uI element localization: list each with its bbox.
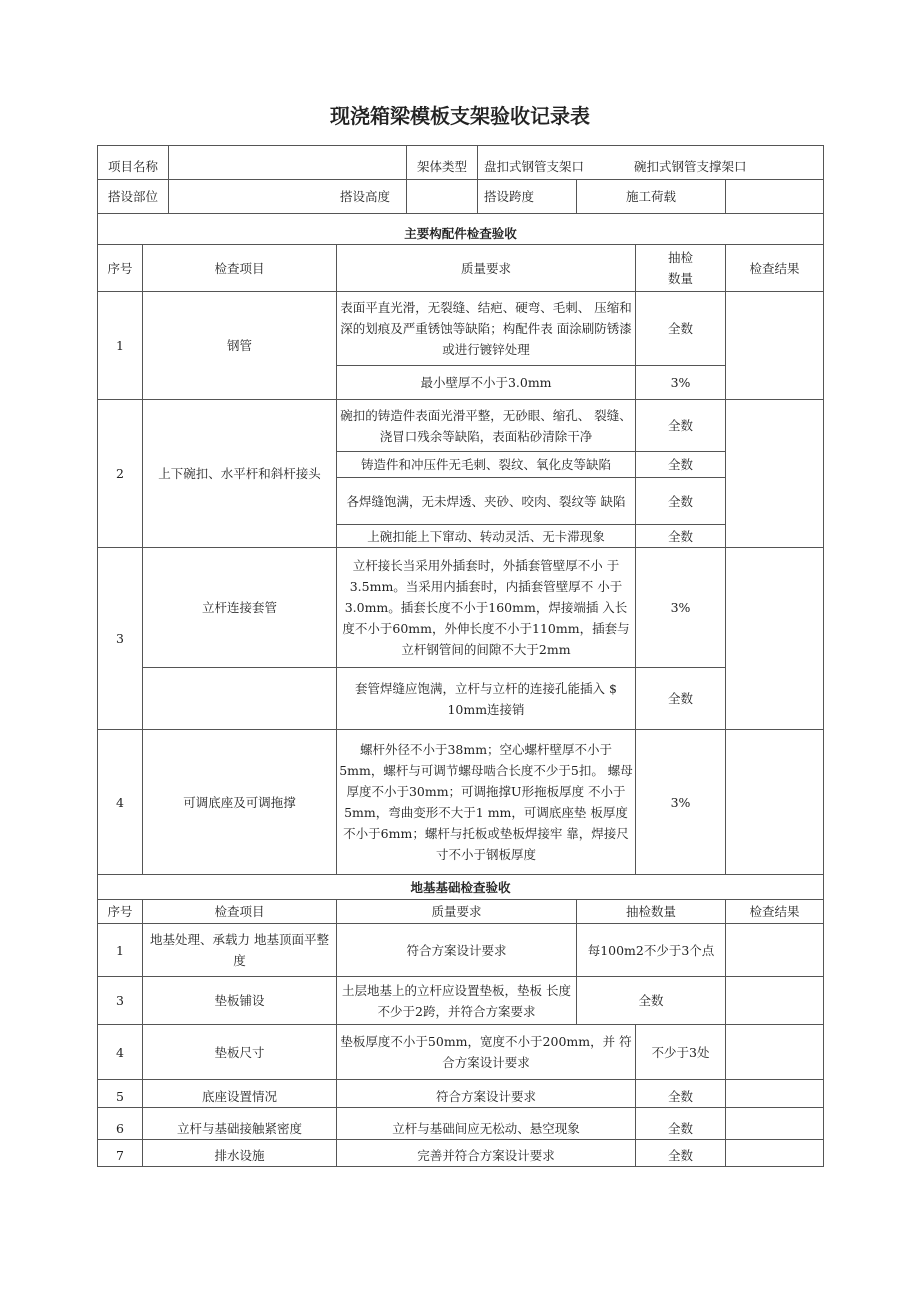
row-qty: 全数 xyxy=(635,1107,726,1140)
row-qty: 3% xyxy=(635,729,726,875)
row-item: 上下碗扣、水平杆和斜杆接头 xyxy=(142,399,337,548)
row-seq: 1 xyxy=(97,923,143,977)
header-req: 质量要求 xyxy=(336,244,636,292)
header-qty: 抽检数量 xyxy=(635,244,726,292)
row-req: 螺杆外径不小于38mm；空心螺杆壁厚不小于 5mm，螺杆与可调节螺母啮合长度不少于5扣。 螺母厚度不小于30mm；可调拖撑U形拖板厚度 不小于5mm，弯曲变形不大于1 mm，可调底座垫 板厚度不小于6mm；螺杆与托板或垫板焊接牢 靠，焊接尺寸不小于钢板厚度 xyxy=(336,729,636,875)
row-qty: 3% xyxy=(635,547,726,668)
section1-title: 主要构配件检查验收 xyxy=(97,213,824,245)
row-req: 碗扣的铸造件表面光滑平整，无砂眼、缩孔、 裂缝、浇冒口残余等缺陷，表面粘砂清除干净 xyxy=(336,399,636,452)
row-qty: 全数 xyxy=(635,451,726,478)
row-qty: 全数 xyxy=(635,1139,726,1167)
frame-type-option-2[interactable]: 碗扣式钢管支撑架口 xyxy=(634,159,747,174)
row-req: 各焊缝饱满，无未焊透、夹砂、咬肉、裂纹等 缺陷 xyxy=(336,477,636,525)
load-label: 施工荷载 xyxy=(576,179,726,214)
row-qty: 全数 xyxy=(635,524,726,548)
header-qty: 抽检数量 xyxy=(576,899,726,924)
row-item: 立杆连接套管 xyxy=(142,547,337,668)
row-seq: 4 xyxy=(97,729,143,875)
row-result[interactable] xyxy=(725,547,824,730)
row-item-empty xyxy=(142,667,337,730)
row-req: 符合方案设计要求 xyxy=(336,923,577,977)
row-result[interactable] xyxy=(725,1079,824,1108)
row-req: 立杆与基础间应无松动、悬空现象 xyxy=(336,1107,636,1140)
row-qty: 不少于3处 xyxy=(635,1024,726,1080)
row-item: 垫板铺设 xyxy=(142,976,337,1025)
row-result[interactable] xyxy=(725,291,824,400)
row-result[interactable] xyxy=(725,1139,824,1167)
row-req: 最小壁厚不小于3.0mm xyxy=(336,365,636,400)
row-req: 土层地基上的立杆应设置垫板，垫板 长度不少于2跨，并符合方案要求 xyxy=(336,976,577,1025)
header-result: 检查结果 xyxy=(725,244,824,292)
row-qty: 全数 xyxy=(635,399,726,452)
row-item: 立杆与基础接触紧密度 xyxy=(142,1107,337,1140)
header-item: 检查项目 xyxy=(142,899,337,924)
row-seq: 7 xyxy=(97,1139,143,1167)
row-seq: 3 xyxy=(97,547,143,730)
load-value[interactable] xyxy=(725,179,824,214)
row-result[interactable] xyxy=(725,399,824,548)
header-result: 检查结果 xyxy=(725,899,824,924)
row-req: 套管焊缝应饱满，立杆与立杆的连接孔能插入 $ 10mm连接销 xyxy=(336,667,636,730)
row-req: 符合方案设计要求 xyxy=(336,1079,636,1108)
row-seq: 4 xyxy=(97,1024,143,1080)
row-seq: 3 xyxy=(97,976,143,1025)
row-result[interactable] xyxy=(725,1107,824,1140)
section2-title: 地基基础检查验收 xyxy=(97,874,824,900)
frame-type-options[interactable] xyxy=(477,145,824,180)
row-req: 完善并符合方案设计要求 xyxy=(336,1139,636,1167)
row-item: 底座设置情况 xyxy=(142,1079,337,1108)
row-qty: 全数 xyxy=(576,976,726,1025)
row-qty: 每100m2不少于3个点 xyxy=(576,923,726,977)
frame-type-option-1[interactable]: 盘扣式钢管支架口 xyxy=(484,159,585,174)
row-req: 垫板厚度不小于50mm，宽度不小于200mm，并 符合方案设计要求 xyxy=(336,1024,636,1080)
height-label: 搭设高度 xyxy=(168,179,407,214)
row-result[interactable] xyxy=(725,1024,824,1080)
row-item: 钢管 xyxy=(142,291,337,400)
page-title: 现浇箱梁模板支架验收记录表 xyxy=(330,104,590,128)
row-req: 上碗扣能上下窜动、转动灵活、无卡滞现象 xyxy=(336,524,636,548)
header-item: 检查项目 xyxy=(142,244,337,292)
row-qty: 全数 xyxy=(635,477,726,525)
row-result[interactable] xyxy=(725,976,824,1025)
row-qty: 3% xyxy=(635,365,726,400)
row-req: 铸造件和冲压件无毛刺、裂纹、氧化皮等缺陷 xyxy=(336,451,636,478)
row-seq: 5 xyxy=(97,1079,143,1108)
row-item: 可调底座及可调拖撑 xyxy=(142,729,337,875)
header-seq: 序号 xyxy=(97,899,143,924)
row-req: 表面平直光滑，无裂缝、结疤、硬弯、毛刺、 压缩和深的划痕及严重锈蚀等缺陷；构配件表 面涂刷防锈漆或进行镀锌处理 xyxy=(336,291,636,366)
row-req: 立杆接长当采用外插套时，外插套管壁厚不小 于3.5mm。当采用内插套时，内插套管壁厚不 小于3.0mm。插套长度不小于160mm，焊接端插 入长度不小于60mm，外伸长度不小于110mm，插套与立杆钢管间的间隙不大于2mm xyxy=(336,547,636,668)
height-value[interactable] xyxy=(406,179,478,214)
header-req: 质量要求 xyxy=(336,899,577,924)
row-item: 排水设施 xyxy=(142,1139,337,1167)
location-label: 搭设部位 xyxy=(97,179,169,214)
header-seq: 序号 xyxy=(97,244,143,292)
row-item: 地基处理、承载力 地基顶面平整度 xyxy=(142,923,337,977)
frame-type-label: 架体类型 xyxy=(406,145,478,180)
row-result[interactable] xyxy=(725,923,824,977)
span-label: 搭设跨度 xyxy=(477,179,577,214)
row-seq: 6 xyxy=(97,1107,143,1140)
row-item: 垫板尺寸 xyxy=(142,1024,337,1080)
row-qty: 全数 xyxy=(635,291,726,366)
row-seq: 1 xyxy=(97,291,143,400)
project-name-label: 项目名称 xyxy=(97,145,169,180)
project-name-value[interactable] xyxy=(168,145,407,180)
row-qty: 全数 xyxy=(635,667,726,730)
row-qty: 全数 xyxy=(635,1079,726,1108)
row-result[interactable] xyxy=(725,729,824,875)
row-seq: 2 xyxy=(97,399,143,548)
